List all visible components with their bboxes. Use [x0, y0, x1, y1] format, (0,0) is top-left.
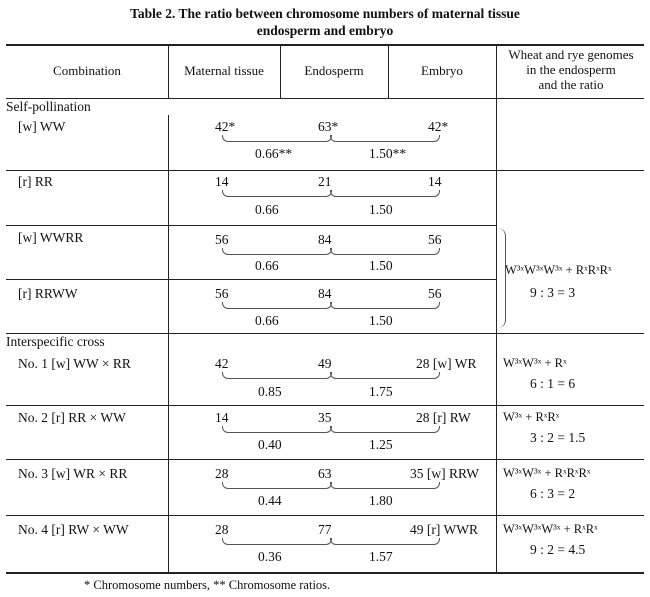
- row-combination: [r] RR: [18, 174, 53, 189]
- brace-left: [222, 426, 332, 433]
- section-self-pollination: Self-pollination: [6, 99, 91, 114]
- table-top-border: [6, 44, 644, 46]
- brace-left: [222, 538, 332, 545]
- row-maternal: 42*: [215, 119, 236, 134]
- row-embryo: 28 [w] WR: [416, 356, 477, 371]
- row-maternal: 14: [215, 174, 229, 189]
- ratio-maternal-endosperm: 0.85: [258, 384, 282, 399]
- table-title-line1: Table 2. The ratio between chromosome numbers of maternal tissue: [130, 6, 520, 21]
- ratio-endosperm-embryo: 1.80: [369, 493, 393, 508]
- genome-ratio: 6 : 1 = 6: [530, 376, 576, 391]
- row-embryo: 28 [r] RW: [416, 410, 471, 425]
- genome-ratio-shared: 9 : 3 = 3: [530, 285, 576, 300]
- ratio-endosperm-embryo: 1.25: [369, 437, 393, 452]
- brace-right: [330, 426, 440, 433]
- ratio-maternal-endosperm: 0.44: [258, 493, 282, 508]
- genome-formula: W³ˣW³ˣW³ˣ + RˣRˣ: [503, 522, 598, 536]
- row-separator: [6, 279, 496, 280]
- brace-left: [222, 482, 332, 489]
- table-title-line2: endosperm and embryo: [256, 23, 394, 38]
- table-bottom-border: [6, 572, 644, 574]
- row-separator: [6, 333, 644, 334]
- genome-formula: W³ˣW³ˣ + Rˣ: [503, 356, 567, 370]
- body-divider-left: [168, 115, 169, 573]
- row-separator: [6, 459, 644, 460]
- ratio-maternal-endosperm: 0.36: [258, 549, 282, 564]
- row-endosperm: 84: [318, 286, 332, 301]
- brace-left: [222, 135, 332, 142]
- header-combination: Combination: [53, 63, 121, 78]
- genome-formula: W³ˣ + RˣRˣ: [503, 410, 560, 424]
- footnote: * Chromosome numbers, ** Chromosome ratios.: [84, 578, 331, 592]
- ratio-maternal-endosperm: 0.66: [255, 202, 279, 217]
- ratio-endosperm-embryo: 1.75: [369, 384, 393, 399]
- brace-left: [222, 248, 332, 255]
- ratio-endosperm-embryo: 1.57: [369, 549, 393, 564]
- section-interspecific: Interspecific cross: [6, 334, 105, 349]
- row-maternal: 28: [215, 466, 229, 481]
- row-combination: No. 1 [w] WW × RR: [18, 356, 131, 371]
- row-embryo: 42*: [428, 119, 449, 134]
- row-endosperm: 77: [318, 522, 332, 537]
- row-separator: [6, 170, 644, 171]
- header-endosperm: Endosperm: [304, 63, 364, 78]
- row-combination: No. 4 [r] RW × WW: [18, 522, 129, 537]
- brace-right: [330, 302, 440, 309]
- genome-formula: W³ˣW³ˣ + RˣRˣRˣ: [503, 466, 591, 480]
- ratio-endosperm-embryo: 1.50: [369, 313, 393, 328]
- genome-ratio: 9 : 2 = 4.5: [530, 542, 586, 557]
- header-maternal: Maternal tissue: [184, 63, 264, 78]
- row-maternal: 56: [215, 286, 229, 301]
- ratio-maternal-endosperm: 0.40: [258, 437, 282, 452]
- row-maternal: 42: [215, 356, 229, 371]
- row-combination: [w] WWRR: [18, 230, 84, 245]
- brace-right: [330, 190, 440, 197]
- row-separator: [6, 515, 644, 516]
- row-embryo: 56: [428, 286, 442, 301]
- row-combination: No. 2 [r] RR × WW: [18, 410, 126, 425]
- row-endosperm: 49: [318, 356, 332, 371]
- brace-left: [222, 372, 332, 379]
- genome-ratio: 6 : 3 = 2: [530, 486, 576, 501]
- genome-bracket: [497, 228, 506, 328]
- genome-formula-shared: W³ˣW³ˣW³ˣ + RˣRˣRˣ: [505, 263, 612, 277]
- row-separator: [6, 225, 496, 226]
- row-combination: [w] WW: [18, 119, 66, 134]
- ratio-endosperm-embryo: 1.50: [369, 202, 393, 217]
- row-embryo: 49 [r] WWR: [410, 522, 478, 537]
- row-maternal: 56: [215, 232, 229, 247]
- ratio-maternal-endosperm: 0.66: [255, 313, 279, 328]
- header-bottom-border: [6, 98, 644, 99]
- ratio-maternal-endosperm: 0.66**: [255, 146, 293, 161]
- row-embryo: 35 [w] RRW: [410, 466, 479, 481]
- brace-left: [222, 302, 332, 309]
- genome-ratio: 3 : 2 = 1.5: [530, 430, 586, 445]
- header-genomes-2: in the endosperm: [526, 62, 616, 77]
- row-separator: [6, 405, 644, 406]
- row-endosperm: 63: [318, 466, 332, 481]
- brace-left: [222, 190, 332, 197]
- row-endosperm: 21: [318, 174, 332, 189]
- row-embryo: 56: [428, 232, 442, 247]
- row-embryo: 14: [428, 174, 442, 189]
- brace-right: [330, 248, 440, 255]
- row-maternal: 14: [215, 410, 229, 425]
- row-endosperm: 63*: [318, 119, 339, 134]
- row-endosperm: 84: [318, 232, 332, 247]
- brace-right: [330, 482, 440, 489]
- row-combination: [r] RRWW: [18, 286, 78, 301]
- brace-right: [330, 135, 440, 142]
- header-genomes-1: Wheat and rye genomes: [508, 47, 634, 62]
- row-endosperm: 35: [318, 410, 332, 425]
- brace-right: [330, 372, 440, 379]
- row-maternal: 28: [215, 522, 229, 537]
- ratio-endosperm-embryo: 1.50**: [369, 146, 407, 161]
- row-combination: No. 3 [w] WR × RR: [18, 466, 128, 481]
- ratio-maternal-endosperm: 0.66: [255, 258, 279, 273]
- header-embryo: Embryo: [421, 63, 463, 78]
- brace-right: [330, 538, 440, 545]
- header-genomes-3: and the ratio: [538, 77, 604, 92]
- ratio-endosperm-embryo: 1.50: [369, 258, 393, 273]
